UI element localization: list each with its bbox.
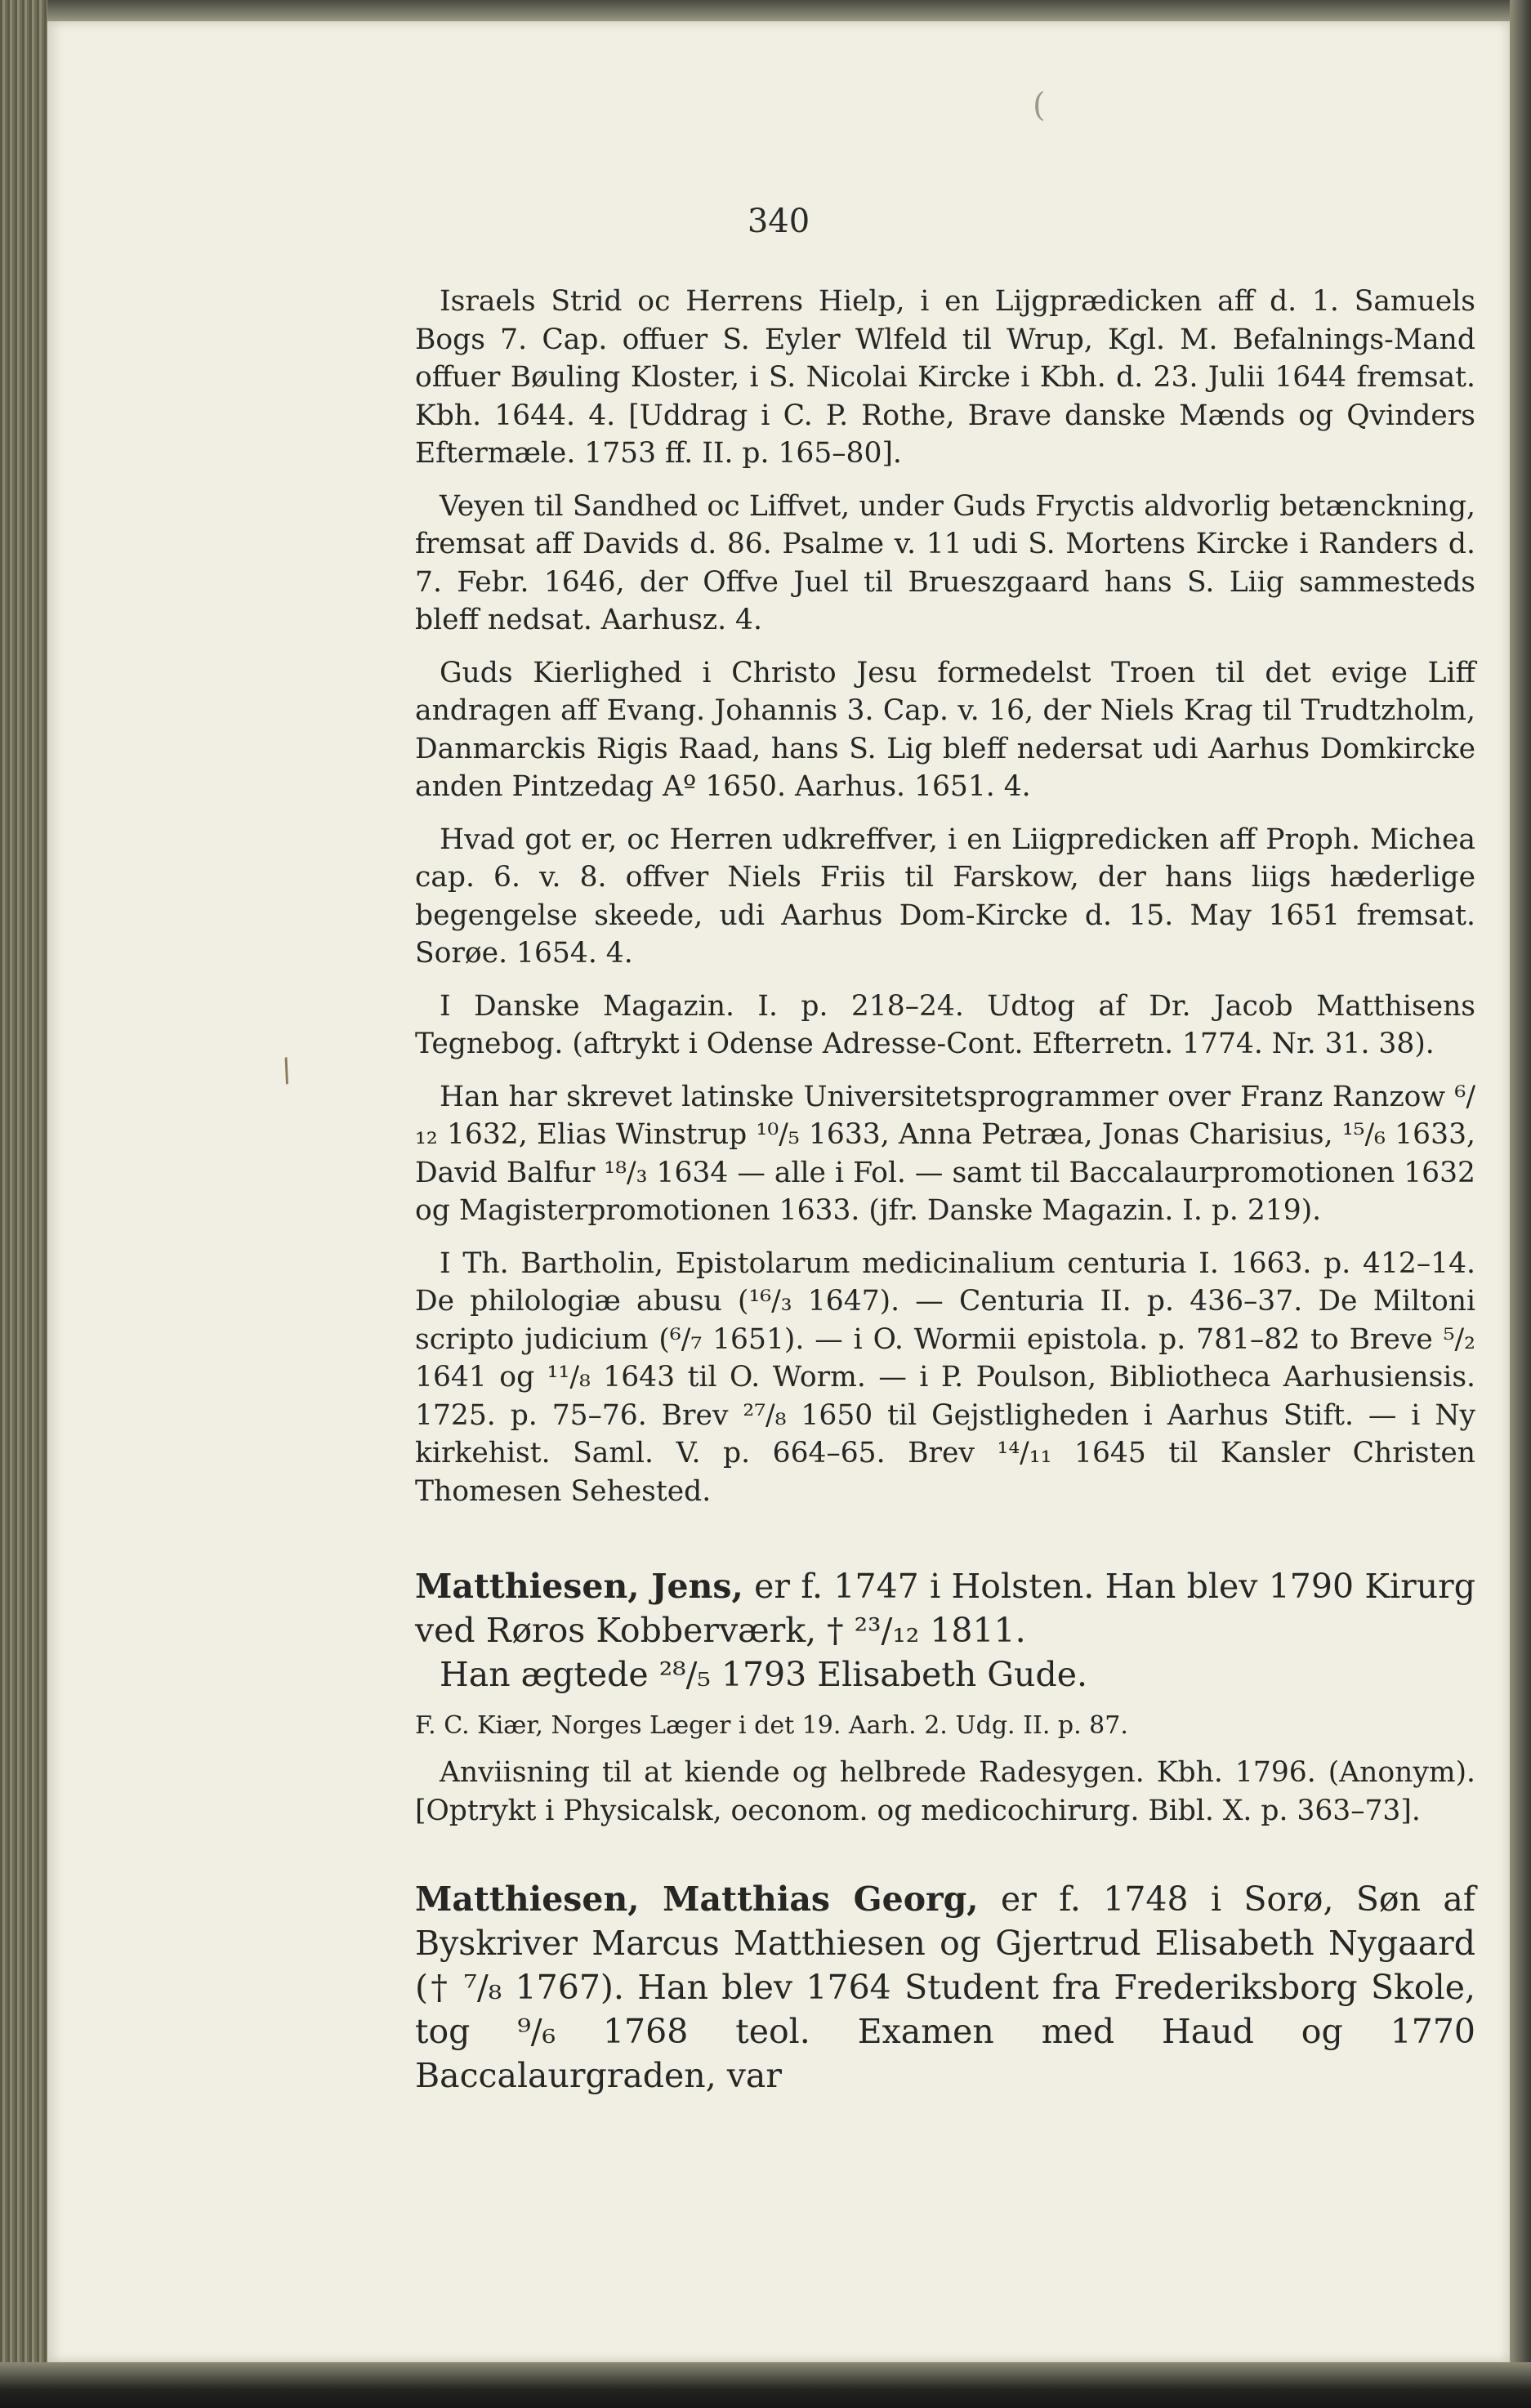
scan-edge-top [0, 0, 1531, 21]
bibliography-entry: I Th. Bartholin, Epistolarum medicinalium centuria I. 1663. p. 412–14. De philologiæ abusu (¹⁶/₃ 1647). — Centuria II. p. 436–37. De Miltoni scripto judicium (⁶/₇ 1651). — i O. Wormii epistola. p. 781–82 to Breve ⁵/₂ 1641 og ¹¹/₈ 1643 til O. Worm. — i P. Poulson, Bibliotheca Aarhusiensis. 1725. p. 75–76. Brev ²⁷/₈ 1650 til Gejstligheden i Aarhus Stift. — i Ny kirkehist. Saml. V. p. 664–65. Brev ¹⁴/₁₁ 1645 til Kansler Christen Thomesen Sehested. [415, 1246, 1475, 1508]
scan-edge-bottom [0, 2362, 1531, 2408]
scan-edge-right [1510, 0, 1531, 2408]
page-content [415, 283, 1475, 2098]
bibliography-entry: Anviisning til at kiende og helbrede Radesygen. Kbh. 1796. (Anonym). [Optrykt i Physicalsk, oeconom. og medicochirurg. Bibl. X. p. 363–73]. [415, 1756, 1475, 1827]
person-name-matthias: Matthiesen, Matthias Georg, [415, 1880, 979, 1919]
page-number: 340 [747, 203, 810, 240]
book-spine-edge [0, 0, 47, 2408]
bibliography-entry: Israels Strid oc Herrens Hielp, i en Lijgprædicken aff d. 1. Samuels Bogs 7. Cap. offuer S. Eyler Wlfeld til Wrup, Kgl. M. Befalnings-Mand offuer Bøuling Kloster, i S. Nicolai Kircke i Kbh. d. 23. Julii 1644 fremsat. Kbh. 1644. 4. [Uddrag i C. P. Rothe, Brave danske Mænds og Qvinders Eftermæle. 1753 ff. II. p. 165–80]. [415, 285, 1475, 470]
book-page [47, 21, 1510, 2362]
margin-pencil-mark: / [275, 1051, 297, 1089]
bibliography-entry: Han har skrevet latinske Universitetsprogrammer over Franz Ranzow ⁶/₁₂ 1632, Elias Winstrup ¹⁰/₅ 1633, Anna Petræa, Jonas Charisius, ¹⁵/₆ 1633, David Balfur ¹⁸/₃ 1634 — alle i Fol. — samt til Baccalaurpromotionen 1632 og Magisterpromotionen 1633. (jfr. Danske Magazin. I. p. 219). [415, 1080, 1475, 1227]
section-gap [415, 1844, 1475, 1877]
section-gap [415, 1525, 1475, 1564]
bibliography-entry: Hvad got er, oc Herren udkreffver, i en Liigpredicken aff Proph. Michea cap. 6. v. 8. offver Niels Friis til Farskow, der hans liigs hæderlige begengelse skeede, udi Aarhus Dom-Kircke d. 15. May 1651 fremsat. Sorøe. 1654. 4. [415, 823, 1475, 970]
bio-text-jens: er f. 1747 i Holsten. Han blev 1790 Kirurg ved Røros Kobberværk, † ²³/₁₂ 1811. [415, 1567, 1475, 1650]
biography-jens [415, 1564, 1475, 1652]
bibliography-entry: Guds Kierlighed i Christo Jesu formedelst Troen til det evige Liff andragen aff Evang. Johannis 3. Cap. v. 16, der Niels Krag til Trudtzholm, Danmarckis Rigis Raad, hans S. Lig bleff nedersat udi Aarhus Domkircke anden Pintzedag Aº 1650. Aarhus. 1651. 4. [415, 656, 1475, 803]
person-name-jens: Matthiesen, Jens, [415, 1567, 743, 1606]
marriage-line: Han ægtede ²⁸/₅ 1793 Elisabeth Gude. [440, 1655, 1087, 1694]
top-pencil-mark: ( [1033, 87, 1046, 124]
bibliography-entry: I Danske Magazin. I. p. 218–24. Udtog af Dr. Jacob Matthisens Tegnebog. (aftrykt i Odense Adresse-Cont. Efterretn. 1774. Nr. 31. 38). [415, 989, 1475, 1060]
bio-text-matthias: er f. 1748 i Sorø, Søn af Byskriver Marcus Matthiesen og Gjertrud Elisabeth Nygaard († ⁷/₈ 1767). Han blev 1764 Student fra Frederiksborg Skole, tog ⁹/₆ 1768 teol. Examen med Haud og 1770 Baccalaurgraden, var [415, 1880, 1475, 2095]
source-reference: F. C. Kiær, Norges Læger i det 19. Aarh. 2. Udg. II. p. 87. [415, 1711, 1128, 1740]
biography-matthias [415, 1877, 1475, 2098]
bibliography-entry: Veyen til Sandhed oc Liffvet, under Guds Fryctis aldvorlig betænckning, fremsat aff Davids d. 86. Psalme v. 11 udi S. Mortens Kircke i Randers d. 7. Febr. 1646, der Offve Juel til Brueszgaard hans S. Liig sammesteds bleff nedsat. Aarhusz. 4. [415, 489, 1475, 636]
